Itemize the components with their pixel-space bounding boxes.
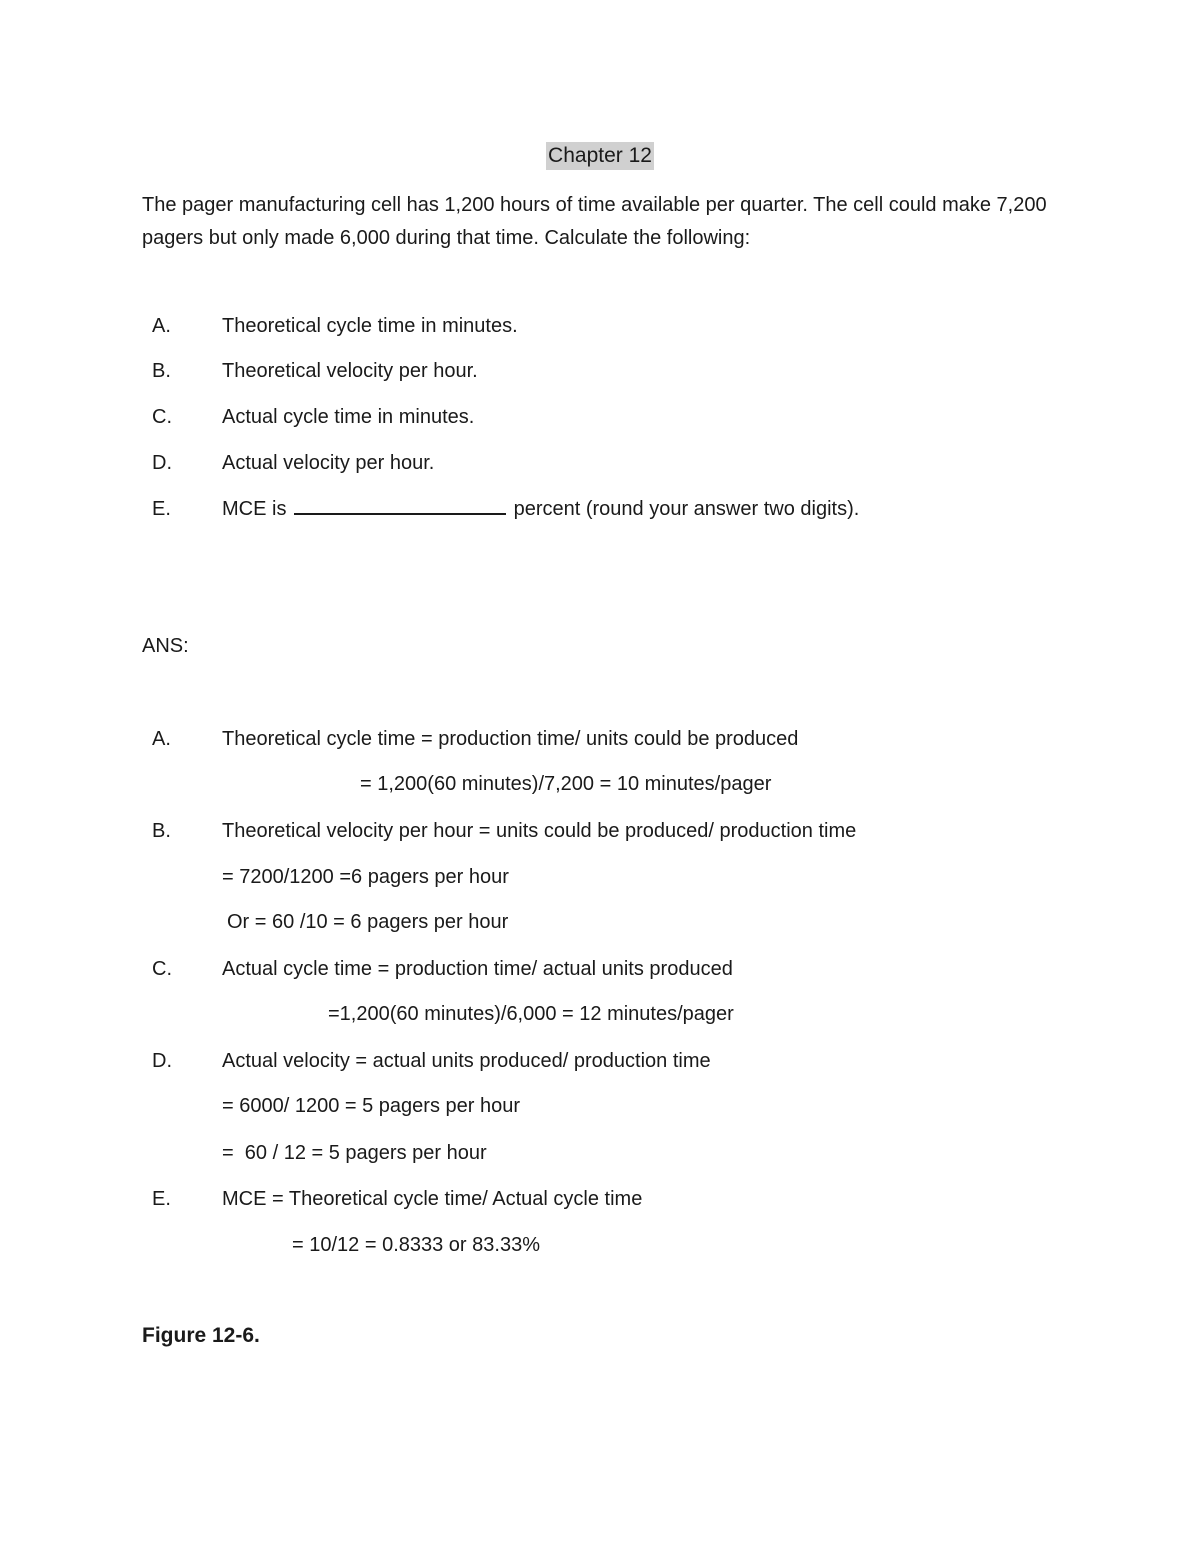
answer-e-calc: = 10/12 = 0.8333 or 83.33%	[292, 1234, 540, 1256]
question-e-text-after: percent (round your answer two digits).	[513, 498, 860, 520]
question-c-text: Actual cycle time in minutes.	[222, 406, 475, 428]
question-e-text	[222, 496, 859, 522]
answer-a-calc: = 1,200(60 minutes)/7,200 = 10 minutes/pager	[360, 773, 772, 795]
question-a-letter: A.	[152, 315, 171, 337]
question-d-letter: D.	[152, 452, 172, 474]
answer-d-letter: D.	[152, 1050, 172, 1072]
question-e-letter: E.	[152, 498, 171, 520]
question-b-letter: B.	[152, 360, 171, 382]
question-a-text: Theoretical cycle time in minutes.	[222, 315, 518, 337]
answer-b-calc-1: = 7200/1200 =6 pagers per hour	[222, 866, 509, 888]
answer-e-formula: MCE = Theoretical cycle time/ Actual cycle time	[222, 1188, 643, 1210]
chapter-title: Chapter 12	[546, 142, 654, 170]
question-b-text: Theoretical velocity per hour.	[222, 360, 478, 382]
answer-c-formula: Actual cycle time = production time/ actual units produced	[222, 958, 733, 980]
answer-label: ANS:	[142, 635, 189, 657]
answer-b-letter: B.	[152, 820, 171, 842]
question-e-text-before: MCE is	[222, 498, 287, 520]
answer-c-calc: =1,200(60 minutes)/6,000 = 12 minutes/pager	[328, 1003, 734, 1025]
answer-b-formula: Theoretical velocity per hour = units could be produced/ production time	[222, 820, 857, 842]
answer-d-calc-2: = 60 / 12 = 5 pagers per hour	[222, 1142, 487, 1164]
answer-d-formula: Actual velocity = actual units produced/ production time	[222, 1050, 711, 1072]
answer-d-calc-1: = 6000/ 1200 = 5 pagers per hour	[222, 1095, 521, 1117]
answer-blank	[294, 497, 506, 515]
problem-statement: The pager manufacturing cell has 1,200 hours of time available per quarter. The cell could make 7,200 pagers but only made 6,000 during that time. Calculate the following:	[142, 194, 1047, 249]
answer-a-formula: Theoretical cycle time = production time/ units could be produced	[222, 728, 799, 750]
answer-c-letter: C.	[152, 958, 172, 980]
answer-e-letter: E.	[152, 1188, 171, 1210]
figure-label: Figure 12-6.	[142, 1324, 260, 1347]
answer-a-letter: A.	[152, 728, 171, 750]
question-c-letter: C.	[152, 406, 172, 428]
answer-b-calc-2: Or = 60 /10 = 6 pagers per hour	[227, 911, 509, 933]
question-d-text: Actual velocity per hour.	[222, 452, 435, 474]
